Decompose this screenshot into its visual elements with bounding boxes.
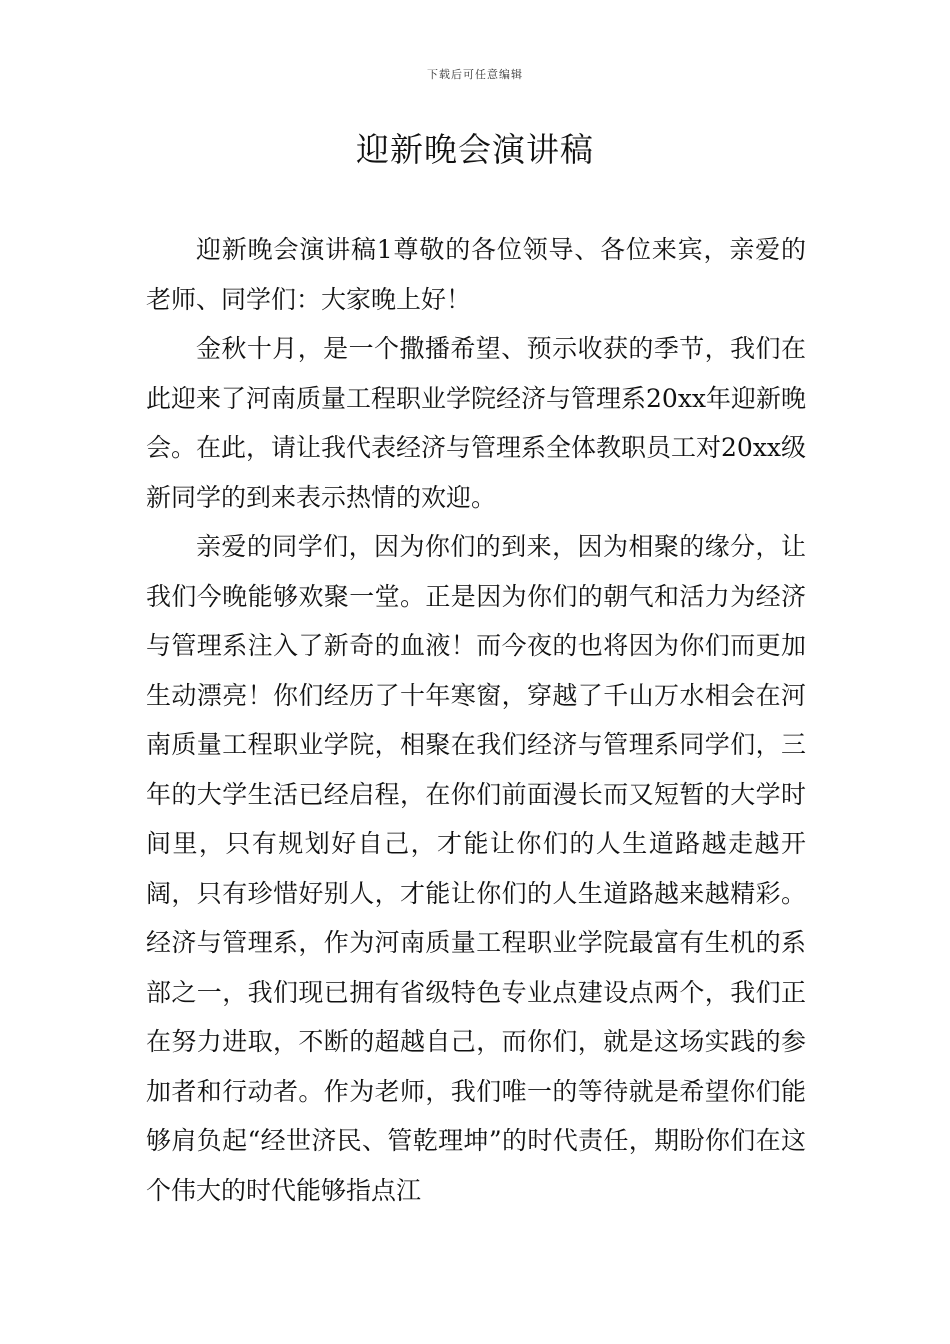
header-note: 下载后可任意编辑	[427, 68, 523, 81]
paragraph-2: 金秋十月，是一个撒播希望、预示收获的季节，我们在此迎来了河南质量工程职业学院经济与管理系20xx年迎新晚会。在此，请让我代表经济与管理系全体教职员工对20xx级新同学的到来表示热情的欢迎。	[146, 334, 807, 512]
document-body	[146, 225, 806, 1215]
document-title: 迎新晚会演讲稿	[356, 130, 594, 169]
paragraph-3: 亲爱的同学们，因为你们的到来，因为相聚的缘分，让我们今晚能够欢聚一堂。正是因为你们的朝气和活力为经济与管理系注入了新奇的血液！而今夜的也将因为你们而更加生动漂亮！你们经历了十年寒窗，穿越了千山万水相会在河南质量工程职业学院，相聚在我们经济与管理系同学们，三年的大学生活已经启程，在你们前面漫长而又短暂的大学时间里，只有规划好自己，才能让你们的人生道路越走越开阔，只有珍惜好别人，才能让你们的人生道路越来越精彩。经济与管理系，作为河南质量工程职业学院最富有生机的系部之一，我们现已拥有省级特色专业点建设点两个，我们正在努力进取，不断的超越自己，而你们，就是这场实践的参加者和行动者。作为老师，我们唯一的等待就是希望你们能够肩负起“经世济民、管乾理坤”的时代责任，期盼你们在这个伟大的时代能够指点江	[146, 532, 806, 1205]
paragraph-1: 迎新晚会演讲稿1尊敬的各位领导、各位来宾，亲爱的老师、同学们：大家晚上好！	[146, 235, 806, 314]
